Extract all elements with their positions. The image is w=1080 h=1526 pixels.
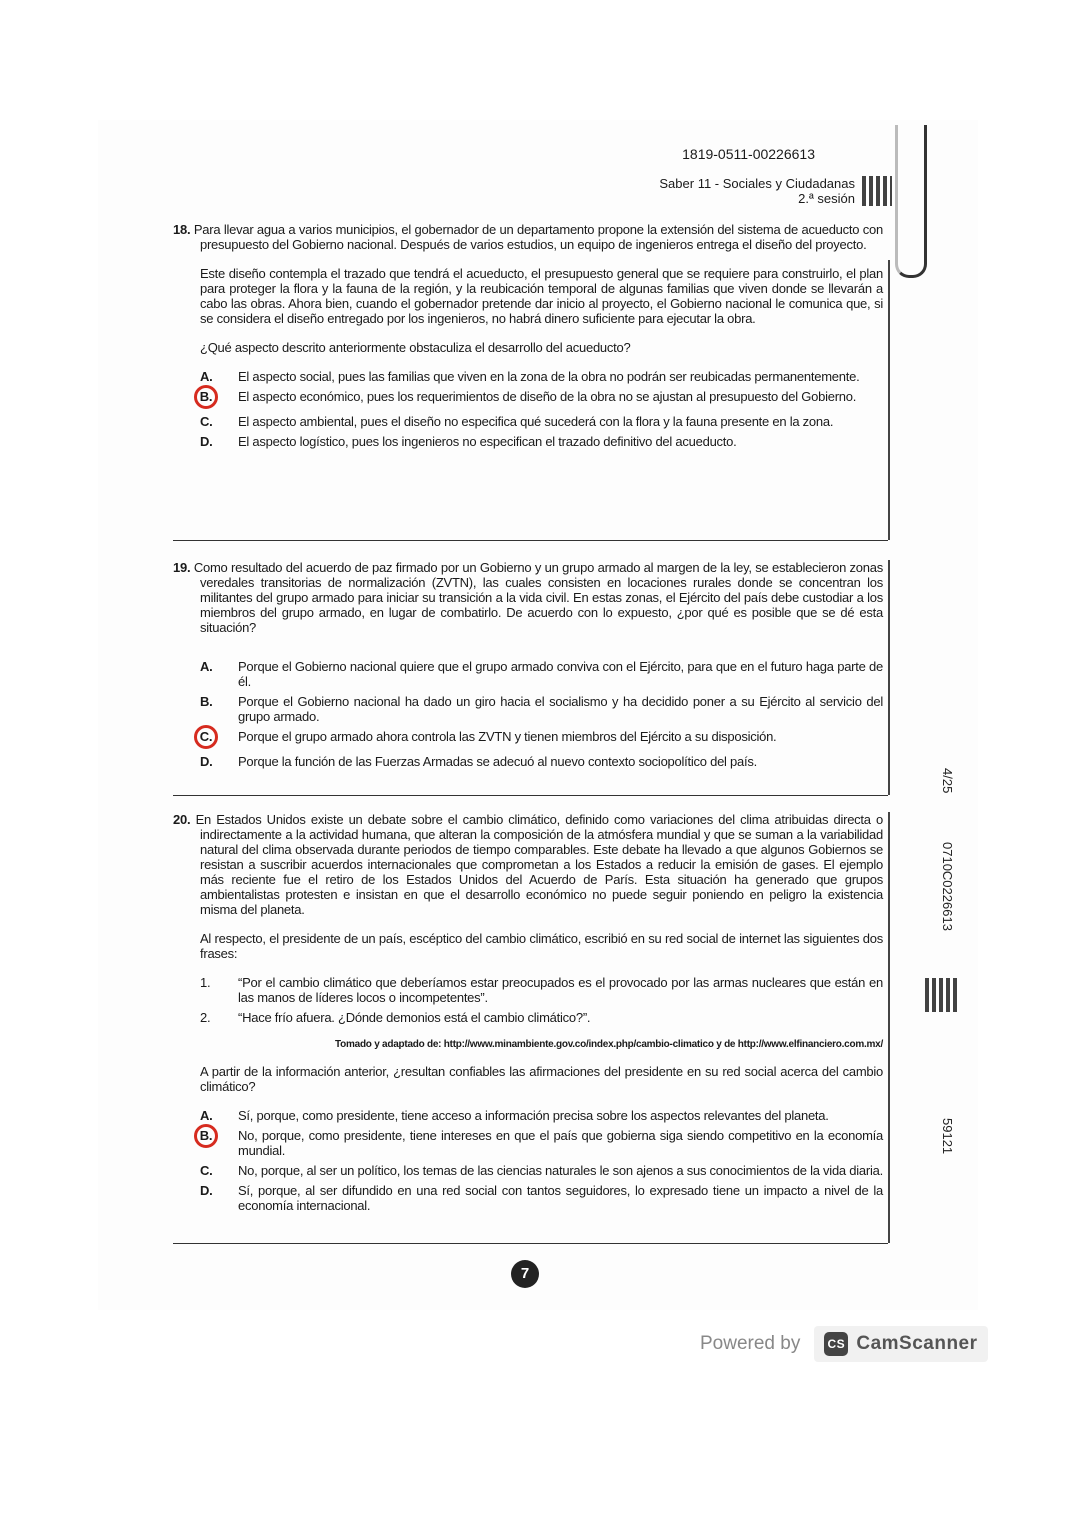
paperclip-icon: [895, 125, 927, 278]
question-intro: Como resultado del acuerdo de paz firmado por un Gobierno y un grupo armado al margen de la ley, se establecieron zonas veredales transitorias de normalización (ZVTN), las cuales consisten en locaciones rurales donde se concentran los militantes del grupo armado para iniciar su transición a la vida civil. En estas zonas, el Ejército del país debe custodiar a los miembros del grupo armado, en lugar de combatirlo. De acuerdo con lo expuesto, ¿por qué es posible que se dé esta situación?: [193, 560, 883, 635]
option-letter: A.: [200, 1108, 213, 1123]
option-text: No, porque, como presidente, tiene intereses en que el país que gobierna siga siendo competitivo en la economía mundial.: [238, 1128, 883, 1158]
option-letter: A.: [200, 659, 213, 674]
option-a[interactable]: [200, 369, 883, 384]
question-prompt: ¿Qué aspecto descrito anteriormente obstaculiza el desarrollo del acueducto?: [200, 340, 631, 355]
divider: [173, 1243, 888, 1244]
divider: [173, 795, 888, 796]
option-text: El aspecto ambiental, pues el diseño no especifica qué sucederá con la flora y la fauna presente en la zona.: [238, 414, 834, 429]
option-text: Sí, porque, al ser difundido en una red social con tantos seguidores, lo expresado tiene un impacto a nivel de la economía internacional.: [238, 1183, 883, 1213]
option-letter: D.: [200, 434, 213, 449]
option-letter: D.: [200, 754, 213, 769]
selected-circle-mark: B.: [200, 1128, 238, 1158]
question-number: 18.: [173, 222, 191, 237]
page-number: 7: [511, 1260, 539, 1288]
option-letter: D.: [200, 1183, 213, 1198]
option-text: No, porque, al ser un político, los temas de las ciencias naturales le son ajenos a sus conocimientos de la vida diaria.: [238, 1163, 883, 1178]
question-number: 20.: [173, 812, 191, 827]
question-20: [173, 812, 883, 1218]
camscanner-watermark: [700, 1326, 988, 1362]
option-d[interactable]: [200, 1183, 883, 1213]
question-number: 19.: [173, 560, 191, 575]
question-18: [173, 222, 883, 454]
selected-circle-mark: B.: [200, 389, 238, 409]
exam-code: 1819-0511-00226613: [682, 146, 815, 162]
question-19: [173, 560, 883, 774]
option-letter: C.: [200, 414, 213, 429]
question-intro: Para llevar agua a varios municipios, el gobernador de un departamento propone la extensión del sistema de acueducto con presupuesto del Gobierno nacional. Después de varios estudios, un equipo de ingenieros entrega el diseño del proyecto.: [193, 222, 883, 252]
option-b[interactable]: [200, 694, 883, 724]
option-a[interactable]: [200, 659, 883, 689]
question-prompt: A partir de la información anterior, ¿resultan confiables las afirmaciones del presidente en su red social acerca del cambio climático?: [200, 1064, 883, 1094]
divider: [888, 560, 890, 795]
option-text: El aspecto social, pues las familias que viven en la zona de la obra no podrán ser reubicadas permanentemente.: [238, 369, 860, 384]
question-body: Al respecto, el presidente de un país, escéptico del cambio climático, escribió en su red social de internet las siguientes dos frases:: [200, 931, 883, 961]
option-c[interactable]: [200, 414, 883, 429]
divider: [888, 812, 890, 1243]
option-c[interactable]: [200, 1163, 883, 1178]
option-text: Sí, porque, como presidente, tiene acceso a información precisa sobre los aspectos relevantes del planeta.: [238, 1108, 829, 1123]
option-text: Porque el Gobierno nacional ha dado un giro hacia el socialismo y ha decidido poner a su Ejército al servicio del grupo armado.: [238, 694, 883, 724]
question-body: Este diseño contempla el trazado que tendrá el acueducto, el presupuesto general que se requiere para construirlo, el plan para proteger la flora y la fauna de la región, y la reubicación temporal de algunas familias que viven donde se llevarán a cabo las obras. Ahora bien, cuando el gobernador pretende dar inicio al proyecto, el Gobierno nacional le comunica que, si se considera el diseño entregado por los ingenieros, no habrá dinero suficiente para ejecutar la obra.: [200, 266, 883, 326]
qr-code-icon: [862, 176, 892, 206]
question-intro: En Estados Unidos existe un debate sobre el cambio climático, definido como variaciones del clima atribuidas directa o indirectamente a la actividad humana, que alteran la composición de la atmósfera mundial y que se suman a la variabilidad natural del clima observada durante periodos de tiempo comparables. Este debate ha llevado a que algunos Gobiernos se resistan a suscribir acuerdos internacionales que comprometan a los Estados a reducir la emisión de gases. El ejemplo más reciente fue el retiro de los Estados Unidos del Acuerdo de París. Esta situación ha generado que grupos ambientalistas protesten e insistan en que el desarrollo económico no puede seguir poniendo en peligro la existencia misma del planeta.: [195, 812, 883, 917]
sheet-count: 4/25: [940, 768, 955, 794]
source-citation: Tomado y adaptado de: http://www.minambiente.gov.co/index.php/cambio-climatico y de http://www.elfinanciero.com.mx/: [335, 1039, 883, 1050]
phrase-1: 1. “Por el cambio climático que deberíamos estar preocupados es el provocado por las armas nucleares que están en las manos de líderes locos o incompetentes”.: [200, 975, 883, 1005]
option-text: Porque el Gobierno nacional quiere que el grupo armado conviva con el Ejército, para que en el futuro haga parte de él.: [238, 659, 883, 689]
option-text: El aspecto logístico, pues los ingenieros no especifican el trazado definitivo del acueducto.: [238, 434, 737, 449]
option-letter: A.: [200, 369, 213, 384]
phrase-2: 2. “Hace frío afuera. ¿Dónde demonios está el cambio climático?”.: [200, 1010, 591, 1025]
option-b-selected[interactable]: [200, 389, 883, 409]
brand-name: CamScanner: [856, 1333, 978, 1354]
option-d[interactable]: [200, 754, 883, 769]
booklet-code: 0710C0226613: [940, 842, 955, 931]
option-d[interactable]: [200, 434, 883, 449]
camscanner-logo-icon: CS: [824, 1332, 848, 1356]
option-text: Porque el grupo armado ahora controla las ZVTN y tienen miembros del Ejército a su disposición.: [238, 729, 777, 744]
option-c-selected[interactable]: [200, 729, 883, 749]
qr-code-icon: [925, 978, 959, 1012]
divider: [173, 540, 888, 541]
option-text: Porque la función de las Fuerzas Armadas se adecuó al nuevo contexto sociopolítico del país.: [238, 754, 757, 769]
option-a[interactable]: [200, 1108, 883, 1123]
option-text: El aspecto económico, pues los requerimientos de diseño de la obra no se ajustan al presupuesto del Gobierno.: [238, 389, 857, 404]
option-letter: C.: [200, 1163, 213, 1178]
option-letter: B.: [200, 694, 213, 709]
powered-by-text: Powered by: [700, 1333, 801, 1354]
selected-circle-mark: C.: [200, 729, 238, 749]
divider: [888, 260, 890, 540]
exam-subject: Saber 11 - Sociales y Ciudadanas: [659, 176, 855, 191]
booklet-id: 59121: [940, 1118, 955, 1155]
option-b-selected[interactable]: [200, 1128, 883, 1158]
exam-session: 2.ª sesión: [798, 191, 855, 206]
